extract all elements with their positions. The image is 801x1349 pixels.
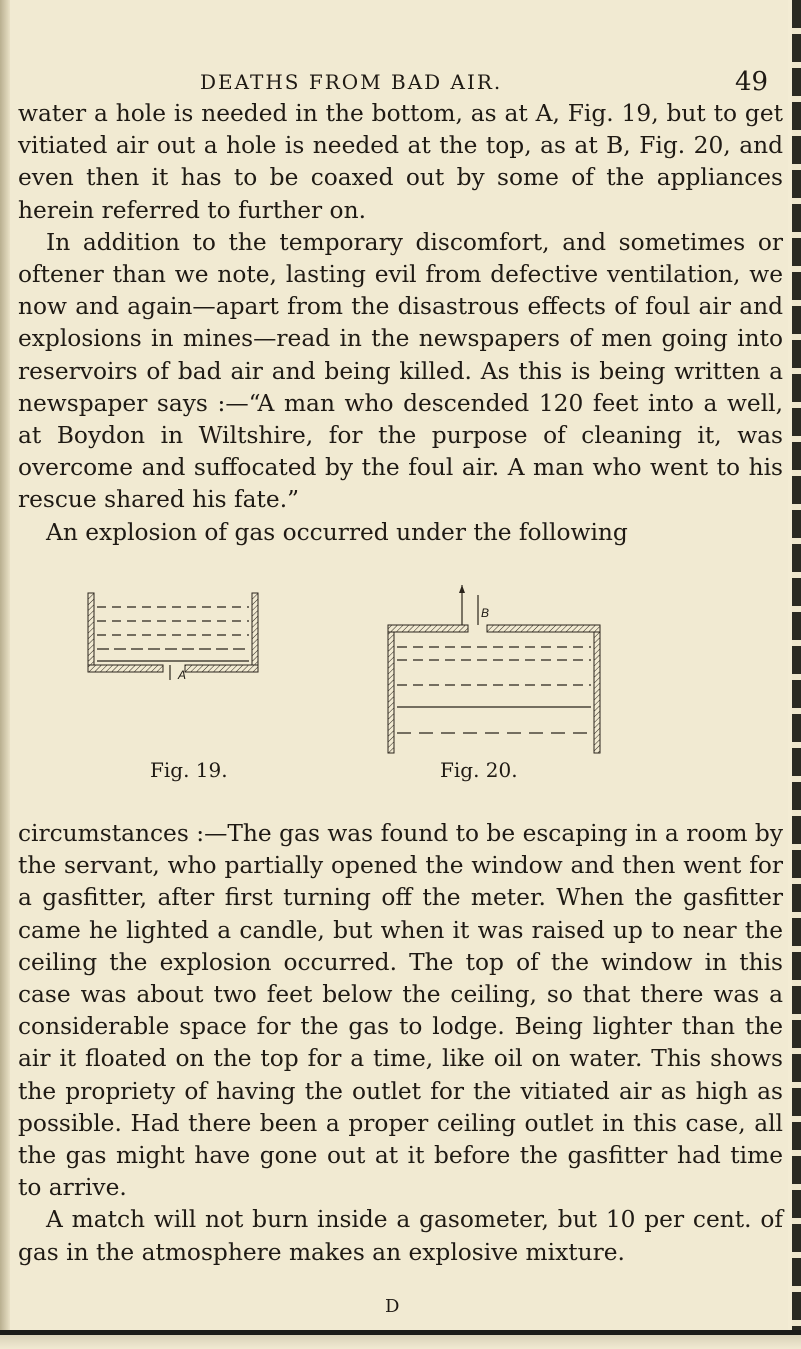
figure-20-diagram xyxy=(375,585,615,755)
page-right-edge xyxy=(788,0,801,1349)
paragraph-circumstances: circumstances :—The gas was found to be escaping in a room by the servant, who partially opened the window and then went for a gasfitter, after first turning off the meter. When the gasfitter came he lighted a candle, but when it was raised up to near the ceiling the explosion occurred. The top of the window in this case was about two feet below the ceiling, so that there was a considerable space for the gas to lodge. Being lighter than the air it floated on the top for a time, like oil on water. This shows the propriety of having the outlet for the vitiated air as high as possible. Had there been a proper ceiling outlet in this case, all the gas might have gone out at it before the gasfitter had time to arrive. xyxy=(18,820,783,1202)
paragraph-gasometer: A match will not burn inside a gasometer, but 10 per cent. of gas in the atmosphere makes an explosive mixture. xyxy=(18,1206,783,1266)
paragraph-explosion-intro: An explosion of gas occurred under the following xyxy=(46,518,628,546)
figure-20-caption: Fig. 20. xyxy=(440,758,518,782)
page-bottom-edge xyxy=(0,1330,801,1349)
paragraph-ventilation: In addition to the temporary discomfort, and sometimes or oftener than we note, lasting evil from defective ventilation, we now and again—apart from the disastrous effects of foul air and explosions in mines—read in the newspapers of men going into reservoirs of bad air and being killed. As this is being written a newspaper says :—“A man who descended 120 feet into a well, at Boydon in Wiltshire, for the purpose of cleaning it, was overcome and suffocated by the foul air. A man who went to his rescue shared his fate.” xyxy=(18,228,783,514)
figure-19-caption: Fig. 19. xyxy=(150,758,228,782)
text-block-top xyxy=(18,98,783,549)
page-number: 49 xyxy=(735,67,769,97)
paragraph-continued: water a hole is needed in the bottom, as at A, Fig. 19, but to get vitiated air out a hole is needed at the top, as at B, Fig. 20, and even then it has to be coaxed out by some of the appliances herein referred to further on. xyxy=(18,100,783,224)
figure-19 xyxy=(85,585,265,680)
running-head: DEATHS FROM BAD AIR. xyxy=(200,70,503,94)
figure-20-label: B xyxy=(481,606,490,620)
text-block-bottom xyxy=(18,818,783,1269)
signature-mark: D xyxy=(385,1296,400,1317)
figure-19-label: A xyxy=(178,668,187,680)
page-gutter-shadow xyxy=(0,0,10,1349)
figure-19-diagram xyxy=(85,585,265,680)
figure-20 xyxy=(375,585,615,755)
